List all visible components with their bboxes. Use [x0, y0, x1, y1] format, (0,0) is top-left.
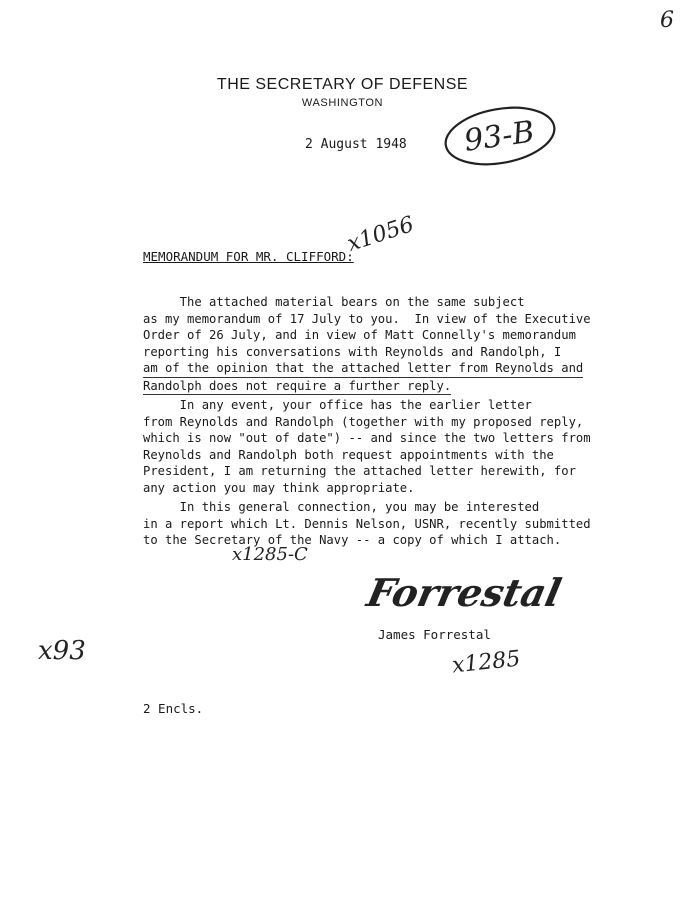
paragraph-line: In any event, your office has the earlier letter: [143, 398, 532, 412]
enclosures-note: 2 Encls.: [143, 701, 204, 716]
paragraph-line: any action you may think appropriate.: [143, 480, 415, 495]
paragraph-line: President, I am returning the attached letter herewith, for: [143, 464, 576, 478]
paragraph-line: from Reynolds and Randolph (together with my proposed reply,: [143, 414, 584, 429]
handwritten-memo-note: x1056: [344, 212, 418, 257]
circled-file-text: 93-B: [461, 114, 537, 159]
body-paragraph-1: [143, 294, 591, 395]
paragraph-line: to the Secretary of the Navy -- a copy of which I attach.: [143, 533, 562, 547]
paragraph-line: which is now "out of date") -- and since the two letters from: [143, 431, 591, 445]
handwritten-corner-mark: 6: [660, 8, 674, 33]
paragraph-line: The attached material bears on the same subject: [143, 295, 525, 309]
paragraph-line: in a report which Lt. Dennis Nelson, USNR, recently submitted: [143, 516, 591, 531]
paragraph-line: as my memorandum of 17 July to you. In view of the Executive: [143, 311, 591, 326]
underlined-line: am of the opinion that the attached letter from Reynolds and: [143, 360, 583, 378]
memo-date: 2 August 1948: [305, 137, 407, 152]
handwritten-margin-mark: x93: [38, 636, 86, 666]
letterhead-location: WASHINGTON: [301, 97, 384, 109]
paragraph-line: Reynolds and Randolph both request appointments with the: [143, 447, 554, 462]
signature-scrawl: Forrestal: [363, 570, 566, 615]
circled-file-number: [440, 98, 560, 170]
handwritten-file-note: x1285-C: [232, 544, 308, 565]
body-paragraph-3: [143, 499, 591, 549]
memo-addressee: MEMORANDUM FOR MR. CLIFFORD:: [143, 249, 354, 264]
underlined-line: Randolph does not require a further reply.: [143, 378, 451, 396]
handwritten-reference-number: x1285: [450, 646, 522, 679]
letterhead-title: THE SECRETARY OF DEFENSE: [216, 76, 469, 93]
body-paragraph-2: [143, 397, 591, 496]
paragraph-line: In this general connection, you may be interested: [143, 500, 540, 514]
paragraph-line: Order of 26 July, and in view of Matt Connelly's memorandum: [143, 328, 576, 342]
paragraph-line: reporting his conversations with Reynolds and Randolph, I: [143, 344, 562, 359]
signatory-name: James Forrestal: [378, 627, 491, 642]
